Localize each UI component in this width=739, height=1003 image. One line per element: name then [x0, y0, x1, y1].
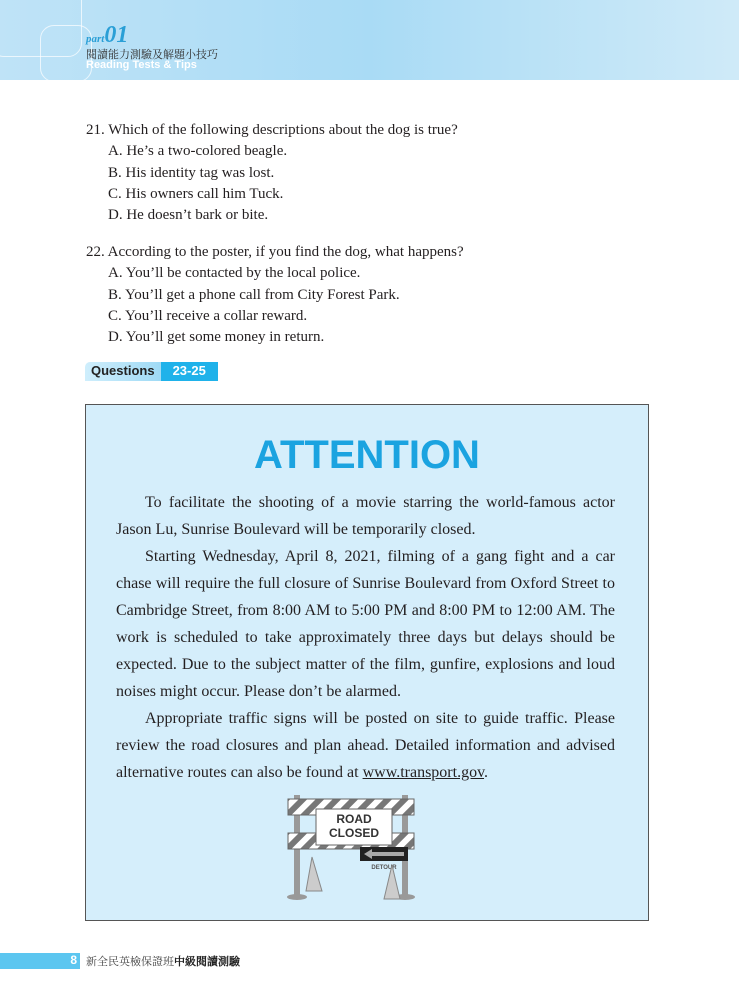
attention-notice: [85, 404, 649, 921]
transport-link[interactable]: www.transport.gov: [362, 764, 485, 781]
question-22: [86, 242, 464, 348]
badge-range: 23-25: [161, 362, 218, 381]
book-series: 新全民英檢保證班: [86, 955, 174, 968]
page-header: [0, 0, 739, 80]
page-number: 8: [0, 953, 80, 969]
notice-paragraph: [116, 705, 615, 786]
header-title-en: Reading Tests & Tips: [86, 59, 197, 71]
notice-paragraph: Starting Wednesday, April 8, 2021, filming of a gang fight and a car chase will require the full closure of Sunrise Boulevard from Oxford Street to Cambridge Street, from 8:00 AM to 5:00 PM and 8:00 PM to 12:00 AM. The work is scheduled to take approximately three days but delays should be expected. Due to the subject matter of the film, gunfire, explosions and loud noises might occur. Please don’t be alarmed.: [116, 548, 615, 700]
option: B. His identity tag was lost.: [108, 164, 275, 181]
decor-ring: [40, 25, 92, 82]
sign-text-closed: CLOSED: [328, 826, 380, 840]
option: B. You’ll get a phone call from City Forest Park.: [108, 286, 400, 303]
header-title-zh: 閱讀能力測驗及解題小技巧: [86, 48, 218, 61]
option: A. He’s a two-colored beagle.: [108, 143, 288, 160]
questions-badge: [85, 362, 218, 381]
book-title: 中級閱讀測驗: [174, 955, 240, 968]
paragraph-end: .: [484, 764, 489, 781]
badge-label: Questions: [85, 362, 161, 381]
footer-book-title: [86, 953, 240, 969]
question-stem: 21. Which of the following descriptions about the dog is true?: [86, 122, 458, 138]
option: C. You’ll receive a collar reward.: [108, 307, 308, 324]
notice-title: ATTENTION: [254, 433, 480, 477]
option: C. His owners call him Tuck.: [108, 185, 284, 202]
road-closed-sign-illustration: [286, 795, 416, 905]
sign-text-road: ROAD: [336, 812, 372, 826]
question-stem: 22. According to the poster, if you find the dog, what happens?: [86, 244, 464, 260]
option: D. You’ll get some money in return.: [108, 329, 325, 346]
notice-paragraph: To facilitate the shooting of a movie starring the world-famous actor Jason Lu, Sunrise Boulevard will be temporarily closed.: [116, 494, 615, 538]
notice-body: [116, 489, 615, 786]
paragraph-text: Appropriate traffic signs will be posted on site to guide traffic. Please review the road closures and plan ahead. Detailed information and advised alternative routes can also be found at: [116, 710, 615, 781]
option: D. He doesn’t bark or bite.: [108, 207, 269, 224]
question-21: [86, 120, 458, 226]
sign-text-detour: DETOUR: [371, 865, 397, 871]
option: A. You’ll be contacted by the local police.: [108, 265, 361, 282]
part-label: part01: [86, 22, 129, 48]
